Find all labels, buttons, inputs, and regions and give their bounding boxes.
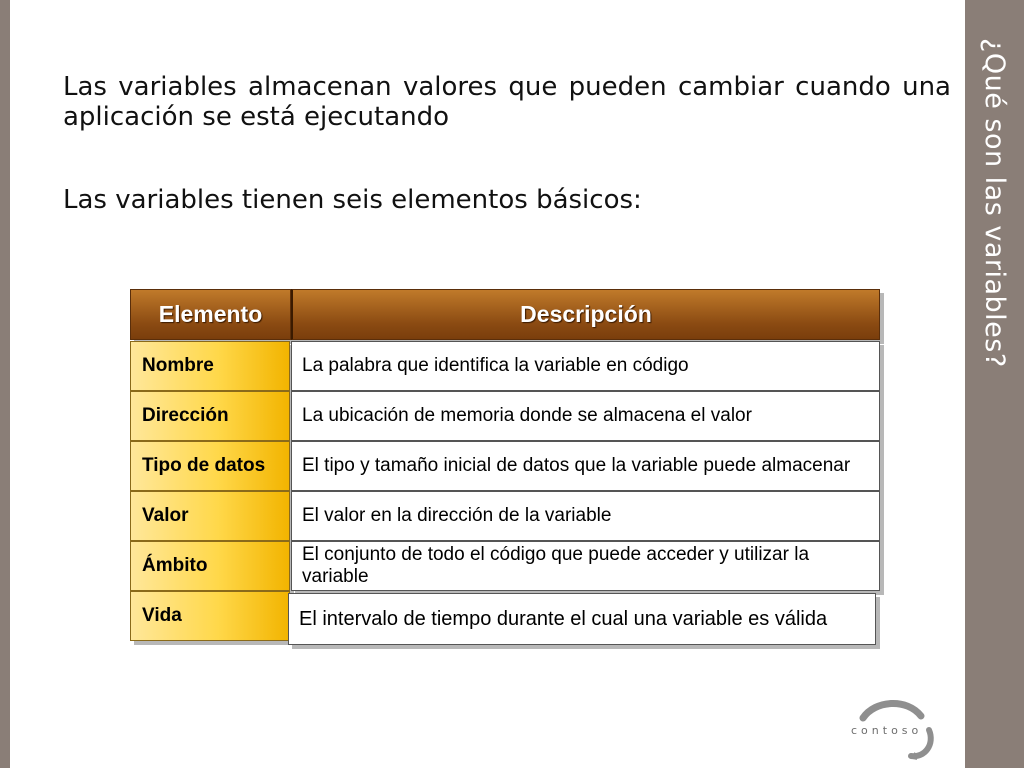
row-description-direccion: La ubicación de memoria donde se almacena el valor: [291, 391, 880, 441]
left-accent-bar: [0, 0, 10, 768]
row-element-tipo-de-datos: Tipo de datos: [130, 441, 290, 491]
row-description-valor: El valor en la dirección de la variable: [291, 491, 880, 541]
row-element-vida: Vida: [130, 591, 290, 641]
row-element-nombre: Nombre: [130, 341, 290, 391]
row-description-vida: El intervalo de tiempo durante el cual una variable es válida: [288, 593, 876, 645]
row-description-nombre: La palabra que identifica la variable en código: [291, 341, 880, 391]
row-description-tipo-de-datos: El tipo y tamaño inicial de datos que la variable puede almacenar: [291, 441, 880, 491]
elements-intro: Las variables tienen seis elementos básicos:: [63, 185, 642, 215]
row-element-valor: Valor: [130, 491, 290, 541]
row-description-ambito: El conjunto de todo el código que puede acceder y utilizar la variable: [291, 541, 880, 591]
title-sidebar: [965, 0, 1024, 768]
row-element-direccion: Dirección: [130, 391, 290, 441]
intro-paragraph: Las variables almacenan valores que pueden cambiar cuando una aplicación se está ejecutando: [63, 72, 951, 132]
header-descripcion: Descripción: [291, 289, 880, 340]
row-element-ambito: Ámbito: [130, 541, 290, 591]
slide-title: ¿Qué son las variables?: [979, 38, 1010, 368]
logo-text: contoso: [851, 724, 923, 737]
table-header-row: [130, 289, 880, 340]
header-elemento: Elemento: [130, 289, 291, 340]
